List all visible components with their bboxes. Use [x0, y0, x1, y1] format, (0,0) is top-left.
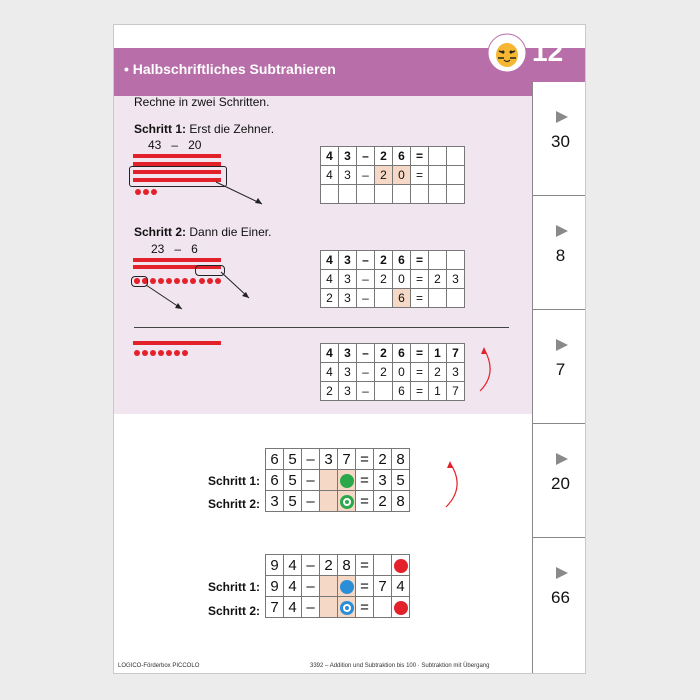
- grid-cell: =: [356, 449, 374, 470]
- grid-cell: =: [411, 382, 429, 401]
- unit-dot: [207, 278, 213, 284]
- grid-cell: 4: [284, 576, 302, 597]
- unit-dot: [151, 189, 157, 195]
- grid-cell: [392, 597, 410, 618]
- grid-cell: –: [302, 555, 320, 576]
- grid-cell: =: [411, 363, 429, 382]
- grid-cell: 6: [266, 449, 284, 470]
- answer-value: 8: [555, 246, 566, 265]
- tiger-mascot-icon: [487, 33, 527, 73]
- grid-cell: [321, 185, 339, 204]
- grid-cell: [338, 576, 356, 597]
- grid-cell: =: [356, 555, 374, 576]
- grid-cell: 8: [392, 449, 410, 470]
- grid-cell: 5: [284, 491, 302, 512]
- grid-cell: 0: [393, 166, 411, 185]
- grid-cell: [374, 555, 392, 576]
- grid-cell: 3: [339, 363, 357, 382]
- grid-cell: 2: [321, 382, 339, 401]
- answer-sidebar: [532, 82, 586, 674]
- step1-expression: 43 – 20: [148, 138, 202, 152]
- grid-cell: [392, 555, 410, 576]
- grid-cell: 2: [375, 166, 393, 185]
- grid-cell: [447, 251, 465, 270]
- grid-cell: 2: [375, 147, 393, 166]
- grid-cell: =: [356, 470, 374, 491]
- grid-cell: 2: [375, 344, 393, 363]
- grid-cell: [447, 289, 465, 308]
- grid-cell: 3: [447, 270, 465, 289]
- curved-arrow-icon: [476, 343, 506, 398]
- grid-cell: 3: [320, 449, 338, 470]
- grid-row: [321, 363, 465, 382]
- unit-dot: [158, 350, 164, 356]
- arrow-icon: [556, 111, 568, 123]
- grid-cell: 4: [321, 166, 339, 185]
- grid-cell: 3: [266, 491, 284, 512]
- grid-cell: 2: [375, 251, 393, 270]
- unit-dot: [166, 350, 172, 356]
- grid-cell: 5: [284, 470, 302, 491]
- grid-cell: 7: [447, 382, 465, 401]
- grid-cell: –: [357, 166, 375, 185]
- grid-cell: [339, 185, 357, 204]
- marker-dot-icon: [394, 559, 408, 573]
- example2-step2-label: Schritt 2:: [208, 604, 261, 618]
- grid-cell: 9: [266, 576, 284, 597]
- grid-cell: –: [302, 491, 320, 512]
- grid-cell: 2: [320, 555, 338, 576]
- grid-row: [321, 270, 465, 289]
- grid-row: [321, 344, 465, 363]
- grid-step2: [320, 250, 465, 308]
- grid-cell: –: [302, 576, 320, 597]
- grid-cell: [393, 185, 411, 204]
- grid-cell: [429, 147, 447, 166]
- grid-cell: 3: [339, 289, 357, 308]
- grid-cell: [338, 470, 356, 491]
- grid-cell: =: [411, 166, 429, 185]
- grid-cell: 2: [374, 449, 392, 470]
- grid-cell: 4: [284, 555, 302, 576]
- selection-frame: [129, 166, 227, 187]
- unit-dot: [143, 189, 149, 195]
- grid-cell: 6: [393, 147, 411, 166]
- grid-cell: [338, 491, 356, 512]
- curved-arrow-icon: [442, 457, 472, 512]
- intro-text: Rechne in zwei Schritten.: [134, 95, 270, 109]
- arrow-icon: [219, 270, 259, 305]
- grid-cell: –: [357, 289, 375, 308]
- grid-row: [266, 491, 410, 512]
- grid-cell: 1: [429, 344, 447, 363]
- grid-cell: 7: [338, 449, 356, 470]
- grid-row: [266, 449, 410, 470]
- answer-tab[interactable]: [533, 538, 586, 652]
- grid-cell: 8: [338, 555, 356, 576]
- grid-cell: 2: [429, 363, 447, 382]
- unit-dot: [182, 350, 188, 356]
- grid-row: [266, 555, 410, 576]
- ten-bar: [133, 341, 221, 345]
- grid-cell: –: [302, 597, 320, 618]
- marker-dot-icon: [394, 601, 408, 615]
- grid-cell: 2: [375, 363, 393, 382]
- header-title: • Halbschriftliches Subtrahieren: [124, 61, 336, 77]
- grid-cell: [375, 185, 393, 204]
- grid-result: [320, 343, 465, 401]
- grid-cell: 3: [339, 251, 357, 270]
- arrow-icon: [556, 339, 568, 351]
- grid-cell: [429, 289, 447, 308]
- grid-cell: 8: [392, 491, 410, 512]
- arrow-icon: [214, 180, 274, 210]
- grid-cell: =: [411, 251, 429, 270]
- grid-cell: –: [302, 449, 320, 470]
- grid-cell: [320, 470, 338, 491]
- arrow-icon: [556, 225, 568, 237]
- unit-dot: [134, 350, 140, 356]
- grid-cell: =: [411, 289, 429, 308]
- grid-cell: 6: [393, 382, 411, 401]
- answer-value: 30: [551, 132, 570, 151]
- grid-cell: –: [357, 363, 375, 382]
- marker-dot-icon: [340, 580, 354, 594]
- grid-cell: 3: [339, 344, 357, 363]
- grid-row: [321, 382, 465, 401]
- answer-tab[interactable]: [533, 424, 586, 538]
- grid-cell: 4: [392, 576, 410, 597]
- grid-cell: –: [357, 251, 375, 270]
- grid-cell: 0: [393, 363, 411, 382]
- page-number: 12: [532, 36, 564, 67]
- grid-cell: –: [302, 470, 320, 491]
- grid-cell: [447, 166, 465, 185]
- step1-heading: Schritt 1: Erst die Zehner.: [134, 122, 275, 136]
- grid-cell: –: [357, 344, 375, 363]
- grid-cell: [375, 289, 393, 308]
- grid-cell: 2: [374, 491, 392, 512]
- grid-cell: 2: [321, 289, 339, 308]
- grid-row: [321, 147, 465, 166]
- grid-cell: –: [357, 382, 375, 401]
- grid-cell: 4: [284, 597, 302, 618]
- grid-cell: [338, 597, 356, 618]
- example1-step2-label: Schritt 2:: [208, 497, 261, 511]
- grid-cell: –: [357, 147, 375, 166]
- ten-bar: [133, 258, 221, 262]
- unit-dot: [174, 350, 180, 356]
- grid-cell: [429, 166, 447, 185]
- ten-bar: [133, 154, 221, 158]
- grid-cell: =: [356, 597, 374, 618]
- answer-value: 7: [555, 360, 566, 379]
- grid-cell: 4: [321, 363, 339, 382]
- grid-cell: 9: [266, 555, 284, 576]
- grid-cell: 3: [339, 166, 357, 185]
- grid-cell: =: [411, 270, 429, 289]
- step2-heading: Schritt 2: Dann die Einer.: [134, 225, 272, 239]
- marker-dot-icon: [340, 474, 354, 488]
- grid-cell: 1: [429, 382, 447, 401]
- grid-row: [321, 289, 465, 308]
- grid-cell: 6: [393, 344, 411, 363]
- answer-value: 20: [551, 474, 570, 493]
- grid-cell: 7: [266, 597, 284, 618]
- step2-expression: 23 – 6: [151, 242, 198, 256]
- grid-cell: [320, 576, 338, 597]
- grid-cell: [429, 251, 447, 270]
- exercise-grid-2: [265, 554, 410, 618]
- grid-cell: =: [411, 147, 429, 166]
- grid-row: [266, 597, 410, 618]
- arrow-icon: [556, 567, 568, 579]
- grid-cell: 5: [284, 449, 302, 470]
- arrow-icon: [556, 453, 568, 465]
- grid-cell: 3: [339, 382, 357, 401]
- example2-step1-label: Schritt 1:: [208, 580, 261, 594]
- grid-cell: 4: [321, 147, 339, 166]
- divider: [134, 327, 509, 328]
- footer-left: LOGICO-Förderbox PICCOLO: [118, 663, 200, 669]
- grid-cell: [320, 491, 338, 512]
- example1-step1-label: Schritt 1:: [208, 474, 261, 488]
- grid-cell: 4: [321, 270, 339, 289]
- grid-cell: 3: [374, 470, 392, 491]
- grid-cell: =: [356, 576, 374, 597]
- grid-cell: 4: [321, 344, 339, 363]
- grid-cell: 6: [266, 470, 284, 491]
- grid-cell: 0: [393, 270, 411, 289]
- grid-cell: [375, 382, 393, 401]
- grid-cell: 3: [339, 270, 357, 289]
- unit-dot: [135, 189, 141, 195]
- worksheet-card: [113, 24, 586, 674]
- grid-step1: [320, 146, 465, 204]
- grid-cell: 2: [429, 270, 447, 289]
- grid-cell: –: [357, 270, 375, 289]
- unit-dot: [199, 278, 205, 284]
- answer-tab[interactable]: [533, 196, 586, 310]
- grid-cell: [447, 147, 465, 166]
- unit-dot: [150, 350, 156, 356]
- grid-cell: 3: [339, 147, 357, 166]
- answer-tab[interactable]: [533, 310, 586, 424]
- grid-cell: [357, 185, 375, 204]
- grid-cell: 5: [392, 470, 410, 491]
- grid-cell: 6: [393, 289, 411, 308]
- grid-row: [321, 185, 465, 204]
- grid-cell: 7: [374, 576, 392, 597]
- grid-cell: 2: [375, 270, 393, 289]
- grid-cell: [429, 185, 447, 204]
- grid-row: [266, 470, 410, 491]
- grid-cell: =: [356, 491, 374, 512]
- footer-right: 3392 – Addition und Subtraktion bis 100 · Subtraktion mit Übergang: [310, 663, 490, 669]
- grid-cell: [411, 185, 429, 204]
- grid-cell: 4: [321, 251, 339, 270]
- unit-dot: [142, 350, 148, 356]
- grid-cell: 7: [447, 344, 465, 363]
- grid-cell: [447, 185, 465, 204]
- grid-cell: =: [411, 344, 429, 363]
- grid-row: [321, 166, 465, 185]
- grid-row: [266, 576, 410, 597]
- answer-value: 66: [551, 588, 570, 607]
- arrow-icon: [144, 283, 194, 313]
- target-ring-icon: [340, 495, 354, 509]
- exercise-grid-1: [265, 448, 410, 512]
- grid-cell: [374, 597, 392, 618]
- grid-cell: [320, 597, 338, 618]
- answer-tab[interactable]: [533, 82, 586, 196]
- grid-row: [321, 251, 465, 270]
- grid-cell: 3: [447, 363, 465, 382]
- grid-cell: 6: [393, 251, 411, 270]
- target-ring-icon: [340, 601, 354, 615]
